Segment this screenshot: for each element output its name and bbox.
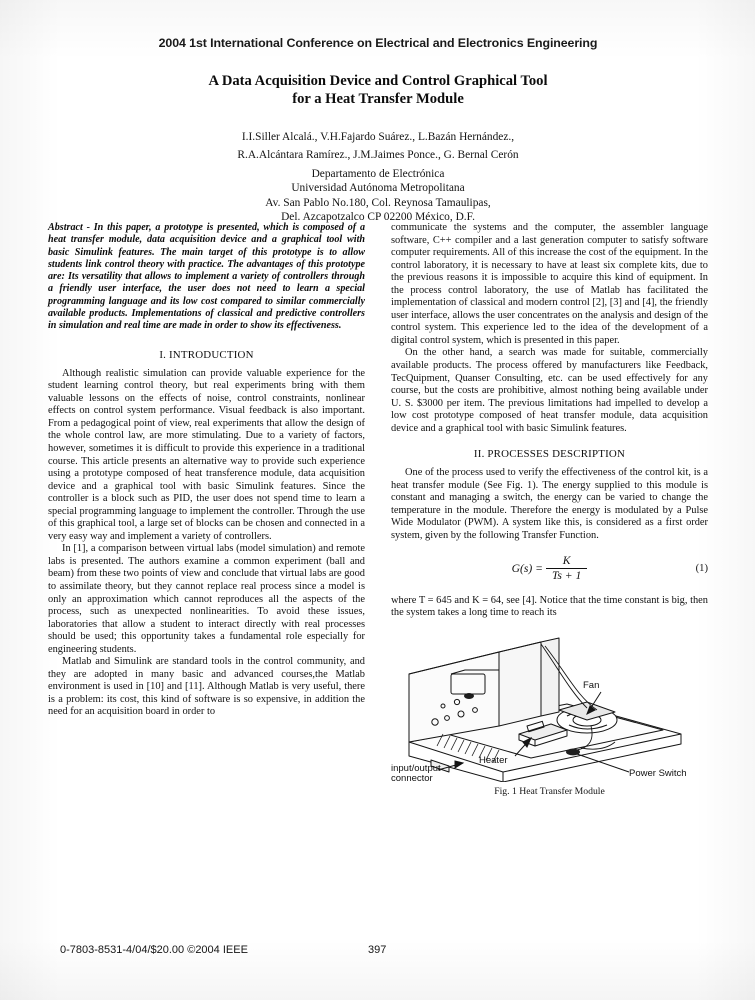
abstract-text: In this paper, a prototype is presented, which is composed of a heat transfer module, data acquisition device and a graphical tool with basic Simulink features. The main target of this prototype is to allow students link control theory with practice. The advantages of this prototype are: Its versatility that allows to implement a variety of controllers through a friendly user interface, the user does not need to learn a special programming language and its low cost compared to similar commercially available products. Implementations of classical and predictive controllers in simulation and real time are made in order to show its effectiveness. xyxy=(48,222,365,332)
introduction-paragraph-2: In [1], a comparison between virtual labs (model simulation) and remote labs is presented. The authors examine a common experiment (ball and beam) from these two points of view and conclude that virtual labs are good to assimilate theory, but they cannot replace real process since a model is only an approximation which cannot reproduces all the aspects of the process, such as unexpected nonlinearities. To avoid these issues, laboratories that allow a student to interact directly with real processes should be used; this opportunity takes a fundamental role especially for engineering students. xyxy=(48,543,365,655)
equation-1 xyxy=(391,552,708,586)
introduction-paragraph-4: On the other hand, a search was made for suitable, commercially available products. The process offered by manufacturers like Feedback, TecQuipment, Quanser Consulting, etc. can be used effectively for any course, but the costs are prohibitive, almost nothing being available under U. S. $3000 per item. The previous limitations had impelled to develop a low cost prototype composed of heat transfer module, data acquisition device and a graphical tool with basic Simulink features. xyxy=(391,347,708,434)
abstract-paragraph xyxy=(48,222,365,333)
equation-numerator: K xyxy=(562,553,571,567)
section-heading-introduction: I. INTRODUCTION xyxy=(159,348,254,361)
affiliation-line-1: Departamento de Electrónica xyxy=(311,167,445,180)
footer-page-number: 397 xyxy=(368,944,387,956)
introduction-paragraph-3: Matlab and Simulink are standard tools in the control community, and they are adopted in many basic and advanced courses,the Matlab environment is used in [10] and [11]. Although Matlab is very useful, there is a problem: its cost, this kind of software is so expensive, in addition the need for an acquisition board in order to xyxy=(48,656,365,718)
affiliation-line-3: Av. San Pablo No.180, Col. Reynosa Tamaulipas, xyxy=(265,196,491,209)
paper-title-line-1: A Data Acquisition Device and Control Graphical Tool xyxy=(208,73,548,89)
abstract-lead-label: Abstract - xyxy=(48,222,94,233)
author-block xyxy=(48,130,708,224)
conference-header: 2004 1st International Conference on Electrical and Electronics Engineering xyxy=(158,36,598,50)
left-column xyxy=(48,222,365,797)
equation-left-hand-side: G(s) = xyxy=(511,562,543,576)
page-content xyxy=(48,36,708,966)
affiliation-line-2: Universidad Autónoma Metropolitana xyxy=(291,182,465,195)
section-heading-processes-description: II. PROCESSES DESCRIPTION xyxy=(473,448,626,461)
figure-1-caption: Fig. 1 Heat Transfer Module xyxy=(494,785,605,797)
introduction-paragraph-3-continued: communicate the systems and the computer, the assembler language software, C++ compiler and a last generation computer to satisfy software computer requirements. All of this increase the cost of the equipment. In the control laboratory, it is necessary to have at least six complete kits, due to the previous reasons it is impossible to acquire this kind of equipment. In the process control laboratory, the use of Matlab has facilitated the implementation of classical and modern control [2], [3] and [4], the friendly user interface, allows the user concentrates on the analysis and design of the control system. This experience led to the idea of the development of a digital control system, which is presented in this paper. xyxy=(391,222,708,346)
figure-label-heater: Heater xyxy=(479,754,508,766)
figure-label-connector-line-1: input/output xyxy=(391,762,441,774)
equation-number: (1) xyxy=(695,563,708,575)
footer-isbn: 0-7803-8531-4/04/$20.00 ©2004 IEEE xyxy=(60,944,248,956)
heat-transfer-module-illustration xyxy=(391,630,708,782)
equation-denominator: Ts + 1 xyxy=(546,568,587,582)
processes-paragraph-1: One of the process used to verify the effectiveness of the control kit, is a heat transfer module (See Fig. 1). The energy supplied to this module is constant and managing a switch, the energy can be varied to change the temperature in the module. Therefore the energy is modulated by a Pulse Wide Modulator (PWM). A system like this, is considered as a first order system, given by the following Transfer Function. xyxy=(391,467,708,542)
figure-label-power-switch: Power Switch xyxy=(629,767,687,779)
right-column xyxy=(391,222,708,797)
paper-title xyxy=(48,72,708,108)
authors-line-2: R.A.Alcántara Ramírez., J.M.Jaimes Ponce., G. Bernal Cerón xyxy=(237,149,519,162)
equation-expression xyxy=(512,555,588,582)
paper-title-line-2: for a Heat Transfer Module xyxy=(292,91,464,107)
figure-label-connector-line-2: connector xyxy=(391,772,433,782)
affiliation-line-4: Del. Azcapotzalco CP 02200 México, D.F. xyxy=(281,211,475,224)
introduction-paragraph-1: Although realistic simulation can provide valuable experience for the student learning control theory, but real experiments bring with them valuable lessons on the effects of noise, control constraints, nonlinear effects on control system performance. Visual feedback is also important. From a pedagogical point of view, real experiments that allow the design of the whole control law, are more stimulating. Due to a variety of factors, however, sometimes it is difficult to provide this experience in a traditional course. This article presents an alternative way to provide such experience using a prototype composed of heat transference module, data acquisition device and a graphical tool with basic Simulink features. Since the controller is a block such as PID, the user does not spend time to learn a special programming language to implement the controller. Through the use of this graphical tool, a large set of blocks can be chosen and connected in a very easy way and implement a variety of controllers. xyxy=(48,367,365,542)
two-column-body xyxy=(48,222,708,797)
figure-label-fan: Fan xyxy=(583,679,600,691)
processes-paragraph-2: where T = 645 and K = 64, see [4]. Notice that the time constant is big, then the system takes a long time to reach its xyxy=(391,594,708,619)
authors-line-1: I.I.Siller Alcalá., V.H.Fajardo Suárez., L.Bazán Hernández., xyxy=(241,131,515,143)
figure-1 xyxy=(391,630,708,797)
equation-fraction xyxy=(546,555,587,582)
